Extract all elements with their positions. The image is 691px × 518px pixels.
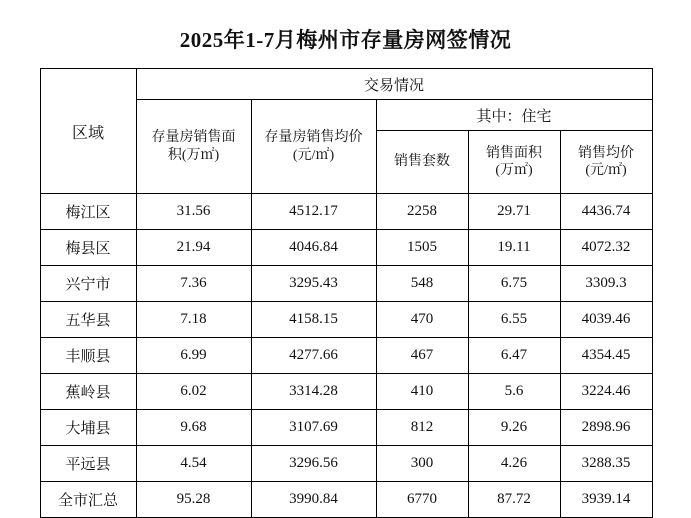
header-trade-group: 交易情况 (136, 69, 652, 100)
table-row (40, 266, 652, 302)
table-body (40, 194, 652, 518)
header-region: 区域 (40, 69, 136, 194)
row-units: 467 (376, 338, 468, 374)
header-units-sold-line1: 销售套数 (394, 154, 450, 170)
row-res-area: 29.71 (468, 194, 560, 230)
row-region: 梅县区 (40, 230, 136, 266)
row-region: 蕉岭县 (40, 374, 136, 410)
row-total-area: 6.02 (136, 374, 251, 410)
row-res-price: 3309.3 (560, 266, 652, 302)
header-residential-area (468, 131, 560, 194)
row-total-price: 3295.43 (251, 266, 376, 302)
row-total-area: 7.18 (136, 302, 251, 338)
header-residential-group: 其中：住宅 (376, 100, 652, 131)
row-region: 全市汇总 (40, 482, 136, 518)
table-row (40, 194, 652, 230)
row-res-price: 3288.35 (560, 446, 652, 482)
header-units-sold (376, 131, 468, 194)
header-total-avg-price (251, 100, 376, 194)
row-res-area: 87.72 (468, 482, 560, 518)
table-row (40, 302, 652, 338)
row-res-area: 4.26 (468, 446, 560, 482)
row-total-area: 6.99 (136, 338, 251, 374)
row-total-area: 4.54 (136, 446, 251, 482)
table-row (40, 230, 652, 266)
row-total-area: 21.94 (136, 230, 251, 266)
header-total-sales-area-line2: 积(万㎡) (167, 147, 220, 163)
row-total-price: 4512.17 (251, 194, 376, 230)
row-region: 梅江区 (40, 194, 136, 230)
row-region: 五华县 (40, 302, 136, 338)
row-total-area: 95.28 (136, 482, 251, 518)
row-total-price: 4158.15 (251, 302, 376, 338)
row-units: 2258 (376, 194, 468, 230)
page-title: 2025年1-7月梅州市存量房网签情况 (179, 28, 512, 52)
row-res-price: 4354.45 (560, 338, 652, 374)
table-row (40, 338, 652, 374)
row-total-price: 3296.56 (251, 446, 376, 482)
row-units: 410 (376, 374, 468, 410)
row-total-area: 31.56 (136, 194, 251, 230)
table-row (40, 374, 652, 410)
row-res-price: 3224.46 (560, 374, 652, 410)
table-container (40, 68, 652, 518)
row-res-area: 9.26 (468, 410, 560, 446)
housing-data-table (40, 68, 653, 518)
row-units: 1505 (376, 230, 468, 266)
header-residential-area-line2: (万㎡) (495, 163, 533, 178)
header-residential-price-line1: 销售均价 (578, 145, 634, 161)
row-units: 548 (376, 266, 468, 302)
header-total-sales-area (136, 100, 251, 194)
row-units: 300 (376, 446, 468, 482)
table-header (40, 69, 652, 194)
header-total-sales-area-line1: 存量房销售面 (151, 130, 236, 145)
row-region: 平远县 (40, 446, 136, 482)
header-residential-price (560, 131, 652, 194)
table-row (40, 446, 652, 482)
row-res-price: 4039.46 (560, 302, 652, 338)
row-units: 470 (376, 302, 468, 338)
row-total-price: 4046.84 (251, 230, 376, 266)
row-res-price: 2898.96 (560, 410, 652, 446)
row-region: 兴宁市 (40, 266, 136, 302)
row-total-area: 7.36 (136, 266, 251, 302)
row-units: 6770 (376, 482, 468, 518)
row-region: 丰顺县 (40, 338, 136, 374)
row-res-price: 4436.74 (560, 194, 652, 230)
row-total-area: 9.68 (136, 410, 251, 446)
row-res-area: 19.11 (468, 230, 560, 266)
row-units: 812 (376, 410, 468, 446)
row-res-area: 6.75 (468, 266, 560, 302)
header-total-avg-price-line1: 存量房销售均价 (264, 130, 363, 145)
row-total-price: 3990.84 (251, 482, 376, 518)
header-residential-area-line1: 销售面积 (486, 145, 542, 161)
row-region: 大埔县 (40, 410, 136, 446)
row-total-price: 3314.28 (251, 374, 376, 410)
header-total-avg-price-line2: (元/㎡) (292, 147, 335, 163)
table-row (40, 410, 652, 446)
row-res-price: 4072.32 (560, 230, 652, 266)
row-total-price: 4277.66 (251, 338, 376, 374)
row-res-area: 5.6 (468, 374, 560, 410)
row-res-area: 6.55 (468, 302, 560, 338)
row-total-price: 3107.69 (251, 410, 376, 446)
row-res-area: 6.47 (468, 338, 560, 374)
row-res-price: 3939.14 (560, 482, 652, 518)
header-residential-price-line2: (元/㎡) (585, 163, 627, 178)
table-row-total (40, 482, 652, 518)
